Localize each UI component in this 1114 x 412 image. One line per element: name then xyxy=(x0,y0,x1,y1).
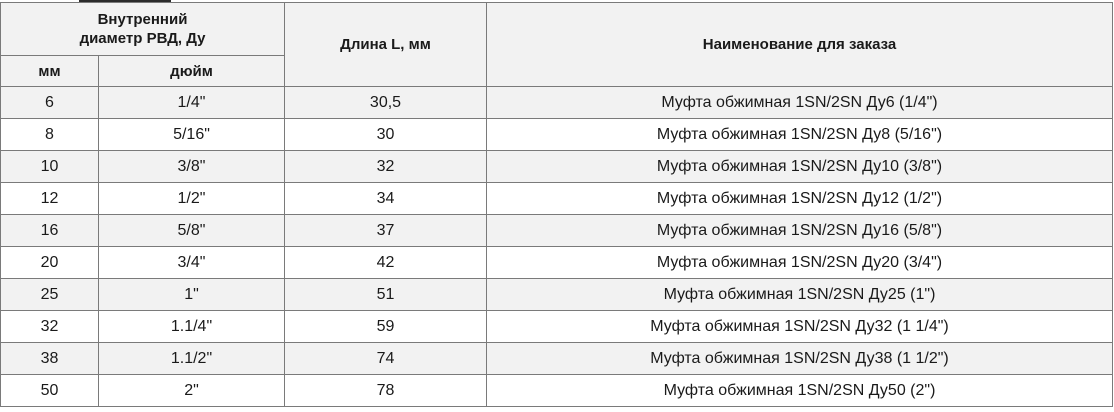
cell-mm: 50 xyxy=(1,375,99,407)
cell-length: 34 xyxy=(285,183,487,215)
cell-inch: 1" xyxy=(99,279,285,311)
cell-inch: 1/4" xyxy=(99,87,285,119)
cell-length: 30,5 xyxy=(285,87,487,119)
table-row xyxy=(1,151,1113,183)
cell-length: 37 xyxy=(285,215,487,247)
cell-order-name: Муфта обжимная 1SN/2SN Ду38 (1 1/2") xyxy=(487,343,1113,375)
cell-inch: 2" xyxy=(99,375,285,407)
cell-length: 74 xyxy=(285,343,487,375)
table-row xyxy=(1,343,1113,375)
cell-length: 30 xyxy=(285,119,487,151)
coupling-spec-table xyxy=(0,2,1113,407)
cell-order-name: Муфта обжимная 1SN/2SN Ду8 (5/16") xyxy=(487,119,1113,151)
cell-mm: 32 xyxy=(1,311,99,343)
inner-diameter-header xyxy=(1,3,285,56)
table-row xyxy=(1,311,1113,343)
cell-length: 42 xyxy=(285,247,487,279)
table-header xyxy=(1,3,1113,87)
cell-mm: 38 xyxy=(1,343,99,375)
cell-mm: 16 xyxy=(1,215,99,247)
table-row xyxy=(1,375,1113,407)
cell-order-name: Муфта обжимная 1SN/2SN Ду20 (3/4") xyxy=(487,247,1113,279)
cell-inch: 1.1/2" xyxy=(99,343,285,375)
table-row xyxy=(1,215,1113,247)
table-row xyxy=(1,247,1113,279)
cell-mm: 12 xyxy=(1,183,99,215)
cell-order-name: Муфта обжимная 1SN/2SN Ду50 (2") xyxy=(487,375,1113,407)
mm-header: мм xyxy=(1,56,99,87)
table-row xyxy=(1,119,1113,151)
cell-mm: 6 xyxy=(1,87,99,119)
cell-order-name: Муфта обжимная 1SN/2SN Ду25 (1") xyxy=(487,279,1113,311)
cell-order-name: Муфта обжимная 1SN/2SN Ду32 (1 1/4") xyxy=(487,311,1113,343)
cell-inch: 3/4" xyxy=(99,247,285,279)
table-body xyxy=(1,87,1113,407)
inner-diameter-header-line1: Внутренний xyxy=(97,11,188,28)
cell-order-name: Муфта обжимная 1SN/2SN Ду10 (3/8") xyxy=(487,151,1113,183)
cell-mm: 25 xyxy=(1,279,99,311)
table-row xyxy=(1,87,1113,119)
cell-inch: 3/8" xyxy=(99,151,285,183)
inner-diameter-header-line2: диаметр РВД, Ду xyxy=(79,30,206,47)
order-name-header: Наименование для заказа xyxy=(487,3,1113,87)
cell-mm: 20 xyxy=(1,247,99,279)
cell-length: 32 xyxy=(285,151,487,183)
cell-inch: 5/16" xyxy=(99,119,285,151)
table-row xyxy=(1,183,1113,215)
cell-inch: 1/2" xyxy=(99,183,285,215)
length-header: Длина L, мм xyxy=(285,3,487,87)
cell-length: 59 xyxy=(285,311,487,343)
cell-order-name: Муфта обжимная 1SN/2SN Ду16 (5/8") xyxy=(487,215,1113,247)
cell-inch: 5/8" xyxy=(99,215,285,247)
cell-order-name: Муфта обжимная 1SN/2SN Ду12 (1/2") xyxy=(487,183,1113,215)
cell-inch: 1.1/4" xyxy=(99,311,285,343)
cell-length: 51 xyxy=(285,279,487,311)
cell-order-name: Муфта обжимная 1SN/2SN Ду6 (1/4") xyxy=(487,87,1113,119)
inch-header: дюйм xyxy=(99,56,285,87)
table-row xyxy=(1,279,1113,311)
cell-mm: 8 xyxy=(1,119,99,151)
cell-mm: 10 xyxy=(1,151,99,183)
cell-length: 78 xyxy=(285,375,487,407)
